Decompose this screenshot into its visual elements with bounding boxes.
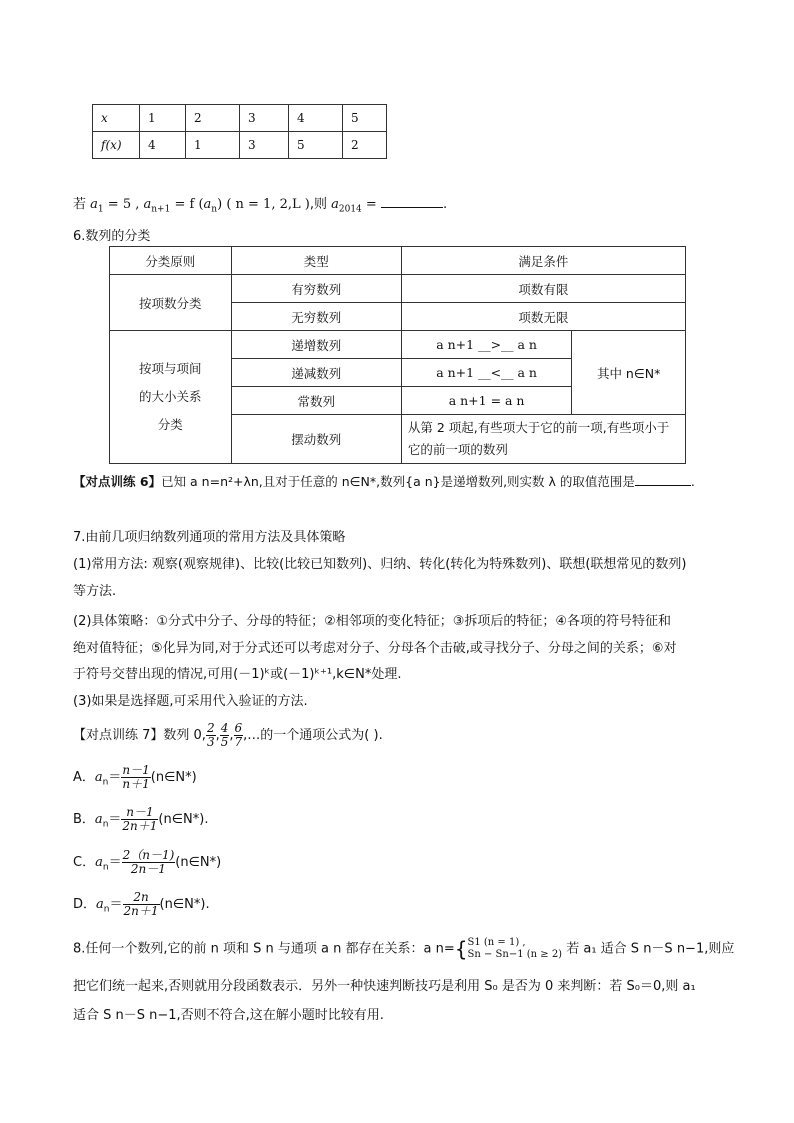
option-label: A． — [73, 770, 95, 785]
type-cell: 有穷数列 — [231, 275, 401, 303]
denominator: n＋1 — [122, 777, 150, 791]
type-cell: 常数列 — [231, 387, 401, 415]
option-a[interactable]: A．$a_n=$ $\frac{n-1}{n+1}$ (n∈N*) — [73, 763, 197, 791]
text: = f ( — [170, 197, 204, 212]
practice-text: 已知 a n=n²+λn,且对于任意的 n∈N*,数列{a n}是递增数列,则实数 λ 的取值范围是 — [161, 474, 635, 489]
text: 若 — [73, 197, 87, 212]
type-cell: 摆动数列 — [231, 415, 401, 464]
paragraph-line: (3)如果是选择题,可采用代入验证的方法. — [73, 694, 308, 709]
table-cell: f(x) — [93, 132, 140, 159]
paragraph-line: 于符号交替出现的情况,可用(－1)ᵏ或(－1)ᵏ⁺¹,k∈N*处理. — [73, 667, 402, 682]
practice-6: 【对点训练 6】已知 a n=n²+λn,且对于任意的 n∈N*,数列{a n}是递增数列,则实数 λ 的取值范围是 . — [73, 474, 695, 489]
text: 8.任何一个数列,它的前 n 项和 S n 与通项 a n 都存在关系：a n= — [73, 941, 455, 957]
table-cell: 5 — [343, 105, 387, 132]
condition: (n∈N*). — [159, 897, 210, 912]
numerator: 2n — [123, 891, 160, 905]
denominator: 5 — [220, 735, 229, 749]
fraction — [123, 891, 160, 918]
table-cell: x — [93, 105, 140, 132]
category-cell: 按项数分类 — [110, 275, 232, 331]
case-line: S1 (n = 1) , — [467, 937, 526, 948]
section-8-line-2: 把它们统一起来,否则就用分段函数表示．另外一种快速判断技巧是利用 S₀ 是否为 0 来判断：若 S₀＝0,则 a₁ — [73, 979, 696, 994]
denominator: 2n＋1 — [122, 819, 158, 833]
header-cell: 满足条件 — [401, 247, 685, 275]
answer-blank[interactable] — [635, 473, 691, 486]
category-cell — [110, 331, 232, 464]
text: 2014 — [338, 204, 362, 215]
table-cell: 4 — [289, 105, 343, 132]
category-line: 按项与项间 — [139, 361, 202, 376]
fraction — [121, 806, 158, 833]
table-header-row — [110, 247, 686, 275]
condition-cell: 项数有限 — [401, 275, 685, 303]
option-c[interactable]: C．$a_n=$ $\frac{2(n-1)}{2n-1}$ (n∈N*) — [73, 848, 222, 876]
numerator: 2 — [206, 721, 215, 735]
table-row — [110, 275, 686, 303]
text: ,则 — [309, 197, 327, 212]
type-cell: 无穷数列 — [231, 303, 401, 331]
numerator: n－1 — [121, 806, 158, 820]
numerator: n－1 — [122, 763, 150, 777]
option-b[interactable]: B．$a_n=$ $\frac{n-1}{2n+1}$ (n∈N*). — [73, 805, 209, 833]
section-8-line-3: 适合 S n－S n−1,否则不符合,这在解小题时比较有用. — [73, 1008, 384, 1023]
text: ,…的一个通项公式为( ). — [243, 728, 383, 743]
type-cell: 递增数列 — [231, 331, 401, 359]
text: 若 a₁ 适合 S n－S n−1,则应 — [566, 941, 735, 957]
option-label: B． — [73, 812, 95, 827]
option-label: C． — [73, 855, 96, 870]
section-8-line-1 — [73, 937, 734, 961]
table-cell: 2 — [343, 132, 387, 159]
practice-label: 【对点训练 6】 — [73, 474, 162, 489]
denominator: 2n＋1 — [123, 904, 159, 918]
table-row — [93, 105, 387, 132]
fraction — [122, 849, 176, 876]
option-d[interactable]: D．$a_n=$ $\frac{2n}{2n+1}$ (n∈N*). — [73, 890, 210, 918]
fraction — [121, 764, 150, 791]
text: = 5 , — [103, 197, 140, 212]
text: ( n = 1, 2,L ) — [226, 197, 310, 212]
function-value-table — [92, 104, 387, 159]
category-line: 的大小关系 — [139, 389, 202, 404]
table-cell: 5 — [289, 132, 343, 159]
classification-table — [109, 246, 686, 464]
denominator: 2n－1 — [130, 862, 166, 876]
option-label: D． — [73, 897, 97, 912]
paragraph-line: (1)常用方法: 观察(观察规律)、比较(比较已知数列)、归纳、转化(转化为特殊数列)、联想(联想常见的数列) — [73, 557, 687, 572]
fraction — [220, 722, 230, 749]
paragraph-line: 绝对值特征；⑤化异为同,对于分式还可以考虑对分子、分母各个击破,或寻找分子、分母之间的关系；⑥对 — [73, 641, 677, 656]
table-cell: 2 — [186, 105, 240, 132]
denominator: 3 — [206, 735, 215, 749]
table-cell: 3 — [240, 132, 289, 159]
paragraph-line: (2)具体策略：①分式中分子、分母的特征；②相邻项的变化特征；③拆项后的特征；④各项的符号特征和 — [73, 614, 672, 629]
condition-cell: a n+1 __<__ a n — [401, 359, 571, 387]
piecewise-cases — [468, 937, 563, 961]
condition-cell: 从第 2 项起,有些项大于它的前一项,有些项小于它的前一项的数列 — [401, 415, 685, 464]
practice-7: 【对点训练 7】数列 0, $\frac{2}{3}$ , $\frac{4}{5}$ , $\frac{6}{7}$ ,…的一个通项公式为( ). — [73, 721, 383, 749]
paragraph-line: 等方法. — [73, 584, 117, 599]
case-line: Sn − Sn−1 (n ≥ 2) — [467, 949, 563, 960]
answer-blank[interactable] — [381, 195, 443, 208]
condition: (n∈N*) — [150, 770, 197, 785]
type-cell: 递减数列 — [231, 359, 401, 387]
condition-cell: a n+1 __>__ a n — [401, 331, 571, 359]
recurrence-question: 若 $a_1 = 5$ , $a_{n+1} = f$ $(a_n)$ ( n = 1, 2,L ),则 $a_{2014}$ = . — [73, 197, 448, 215]
header-cell: 分类原则 — [110, 247, 232, 275]
table-row — [110, 331, 686, 359]
condition-cell: a n+1 = a n — [401, 387, 571, 415]
brace-icon: { — [454, 937, 468, 961]
header-cell: 类型 — [231, 247, 401, 275]
numerator: 4 — [220, 721, 229, 735]
section-7-title: 7.由前几项归纳数列通项的常用方法及具体策略 — [73, 530, 346, 545]
text: = — [361, 197, 377, 212]
numerator: 2（n－1) — [122, 848, 175, 862]
table-cell: 3 — [240, 105, 289, 132]
fraction — [234, 722, 244, 749]
denominator: 7 — [234, 735, 243, 749]
table-cell: 1 — [186, 132, 240, 159]
condition: (n∈N*) — [175, 855, 222, 870]
table-cell: 1 — [140, 105, 186, 132]
note-cell: 其中 n∈N* — [572, 331, 686, 415]
table-row — [93, 132, 387, 159]
condition-cell: 项数无限 — [401, 303, 685, 331]
category-line: 分类 — [157, 417, 183, 432]
table-cell: 4 — [140, 132, 186, 159]
practice-label: 【对点训练 7】 — [73, 728, 164, 743]
text: 数列 0, — [163, 728, 206, 743]
condition: (n∈N*). — [158, 812, 209, 827]
section-6-title: 6.数列的分类 — [73, 229, 151, 244]
numerator: 6 — [234, 721, 243, 735]
fraction — [206, 722, 216, 749]
